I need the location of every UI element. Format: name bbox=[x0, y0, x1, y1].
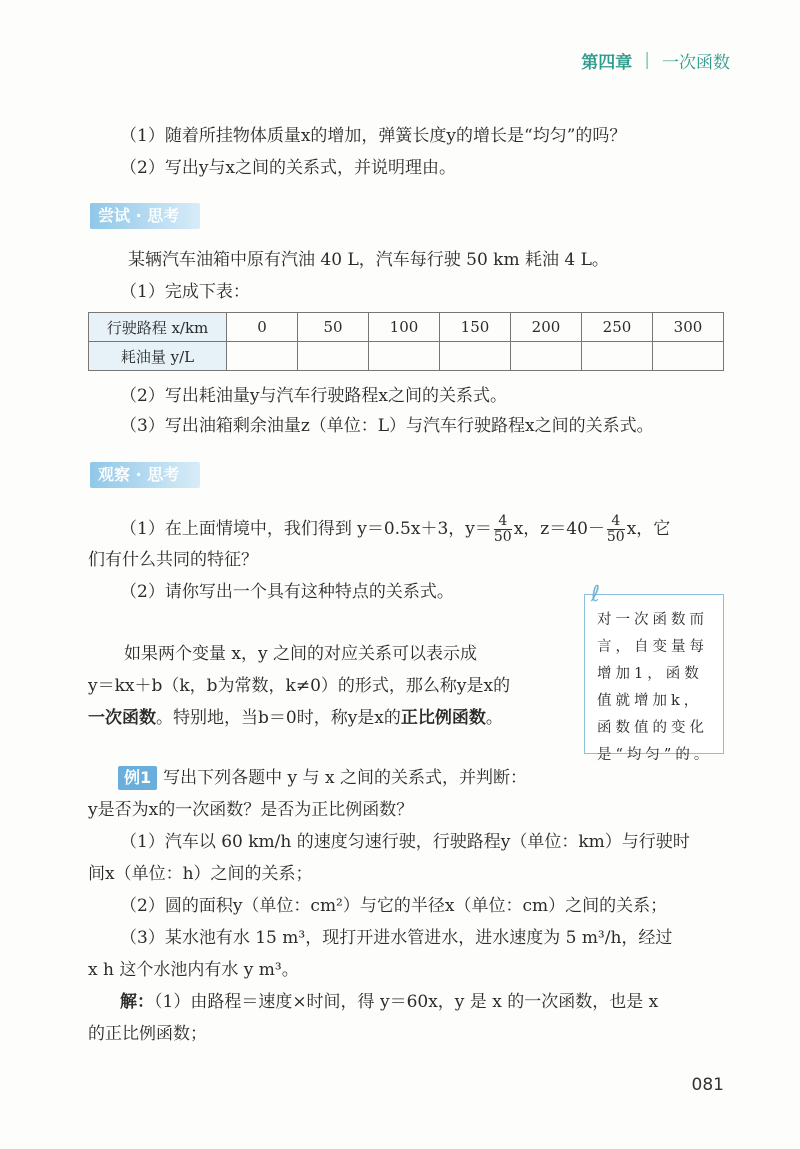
try-q3: （3）写出油箱剩余油量z（单位：L）与汽车行驶路程x之间的关系式。 bbox=[120, 416, 654, 436]
table-cell: 50 bbox=[298, 313, 369, 342]
observe-q1-cont: 们有什么共同的特征？ bbox=[88, 550, 258, 570]
page-header bbox=[581, 46, 730, 74]
section-tag-observe: 观察 · 思考 bbox=[90, 462, 200, 488]
table-cell-empty[interactable] bbox=[227, 342, 298, 371]
table-cell-empty[interactable] bbox=[653, 342, 724, 371]
table-cell-empty[interactable] bbox=[440, 342, 511, 371]
table-cell-empty[interactable] bbox=[511, 342, 582, 371]
example-p3b: x h 这个水池内有水 y m³。 bbox=[88, 960, 299, 980]
table-cell-empty[interactable] bbox=[369, 342, 440, 371]
table-cell: 100 bbox=[369, 313, 440, 342]
side-note-text: 对一次函数而言，自变量每增加1，函数值就增加k，函数值的变化是“均匀”的。 bbox=[597, 612, 713, 763]
try-q2: （2）写出耗油量y与汽车行驶路程x之间的关系式。 bbox=[120, 386, 508, 406]
definition-line-1: 如果两个变量 x，y 之间的对应关系可以表示成 bbox=[124, 644, 477, 664]
table-header-distance: 行驶路程 x/km bbox=[89, 313, 227, 342]
table-cell-empty[interactable] bbox=[298, 342, 369, 371]
chapter-label: 第四章 bbox=[581, 52, 633, 73]
table-cell: 300 bbox=[653, 313, 724, 342]
try-intro: 某辆汽车油箱中原有汽油 40 L，汽车每行驶 50 km 耗油 4 L。 bbox=[128, 250, 609, 270]
example-p1b: 间x（单位：h）之间的关系； bbox=[88, 864, 313, 884]
question-top-1: （1）随着所挂物体质量x的增加，弹簧长度y的增长是“均匀”的吗？ bbox=[120, 126, 627, 146]
example-line-1: 例1 写出下列各题中 y 与 x 之间的关系式，并判断： bbox=[118, 766, 527, 790]
observe-q2: （2）请你写出一个具有这种特点的关系式。 bbox=[120, 582, 454, 602]
definition-line-2: y＝kx＋b（k，b为常数，k≠0）的形式，那么称y是x的 bbox=[88, 676, 511, 696]
chapter-title: 一次函数 bbox=[662, 52, 730, 73]
table-row bbox=[89, 342, 724, 371]
example-p2: （2）圆的面积y（单位：cm²）与它的半径x（单位：cm）之间的关系； bbox=[120, 896, 668, 916]
example-line-2: y是否为x的一次函数？是否为正比例函数？ bbox=[88, 800, 414, 820]
mileage-table bbox=[88, 312, 724, 371]
table-cell: 150 bbox=[440, 313, 511, 342]
fraction: $\frac{4}{50}$ bbox=[606, 513, 625, 545]
table-cell: 250 bbox=[582, 313, 653, 342]
definition-line-3: 一次函数。特别地，当b＝0时，称y是x的正比例函数。 bbox=[88, 708, 503, 728]
observe-q1: （1）在上面情境中，我们得到 y＝0.5x＋3，y＝ $\frac{4}{50}$ x，z＝40－ $\frac{4}{50}$ x，它 bbox=[120, 513, 671, 545]
table-row bbox=[89, 313, 724, 342]
table-cell-empty[interactable] bbox=[582, 342, 653, 371]
table-cell: 0 bbox=[227, 313, 298, 342]
table-header-fuel: 耗油量 y/L bbox=[89, 342, 227, 371]
example-p1a: （1）汽车以 60 km/h 的速度匀速行驶，行驶路程y（单位：km）与行驶时 bbox=[120, 832, 690, 852]
solution-line-1: 解：（1）由路程＝速度×时间，得 y＝60x，y 是 x 的一次函数，也是 x bbox=[120, 992, 659, 1012]
solution-line-2: 的正比例函数； bbox=[88, 1024, 207, 1044]
note-icon: ℓ bbox=[591, 582, 605, 607]
fraction: $\frac{4}{50}$ bbox=[493, 513, 512, 545]
side-note bbox=[584, 582, 724, 763]
example-badge: 例1 bbox=[118, 766, 157, 790]
example-p3a: （3）某水池有水 15 m³，现打开进水管进水，进水速度为 5 m³/h，经过 bbox=[120, 928, 673, 948]
try-q1: （1）完成下表： bbox=[120, 282, 250, 302]
header-separator: | bbox=[644, 50, 650, 70]
question-top-2: （2）写出y与x之间的关系式，并说明理由。 bbox=[120, 158, 457, 178]
page-number: 081 bbox=[691, 1075, 724, 1095]
section-tag-try: 尝试 · 思考 bbox=[90, 203, 200, 229]
table-cell: 200 bbox=[511, 313, 582, 342]
